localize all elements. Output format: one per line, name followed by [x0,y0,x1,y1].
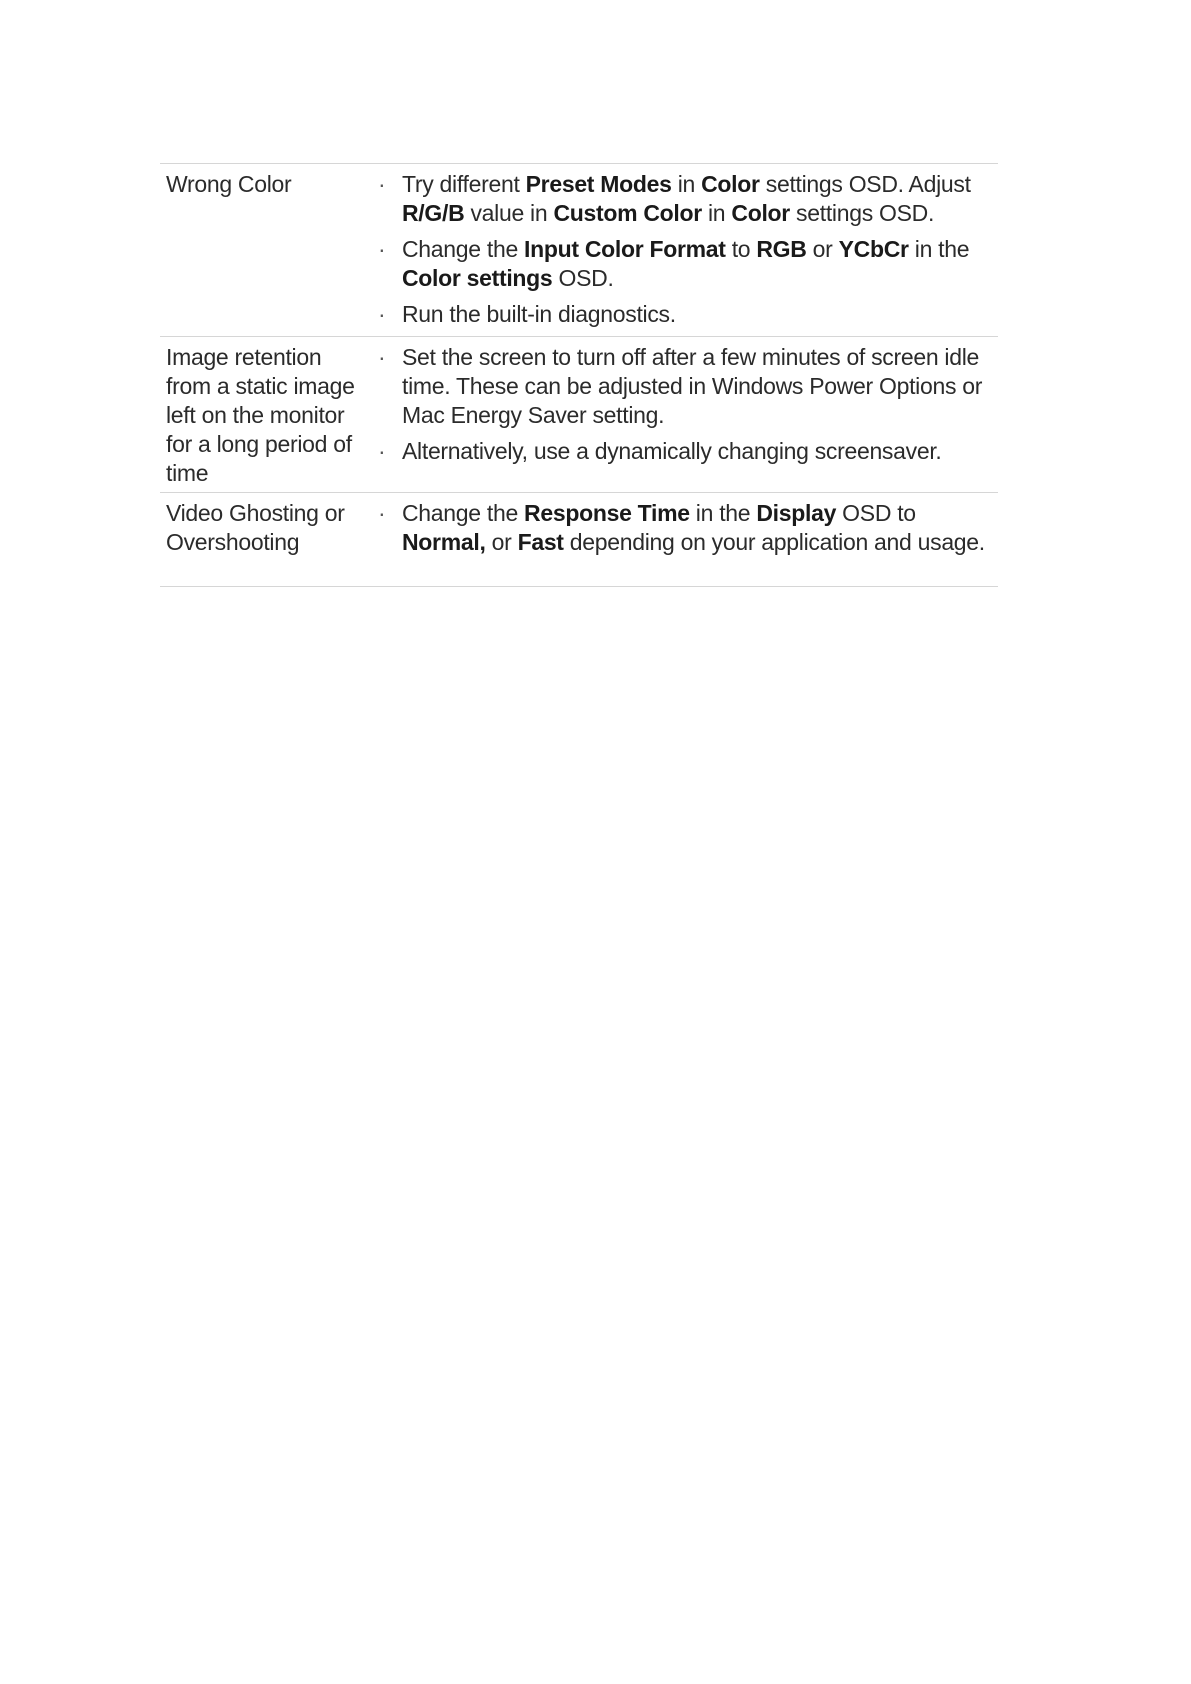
solution-list [370,499,998,557]
bold-term: Response Time [524,500,690,526]
bold-term: Fast [517,529,564,555]
bold-term: Color [731,200,790,226]
solution-cell [370,164,998,337]
solution-cell [370,493,998,587]
problem-cell: Video Ghosting or Overshooting [166,500,345,555]
bold-term: Display [756,500,837,526]
solution-cell [370,337,998,493]
bold-term: Input Color Format [524,236,726,262]
solution-list [370,170,998,329]
solution-list [370,343,998,466]
solution-item: · Change the Input Color Format to RGB or YCbCr in the Color settings OSD. [370,235,998,293]
solution-item: · Run the built-in diagnostics. [370,300,998,329]
bold-term: R/G/B [402,200,465,226]
troubleshooting-table [160,163,998,587]
solution-item: · Alternatively, use a dynamically changing screensaver. [370,437,998,466]
table-row [160,493,998,587]
bold-term: Preset Modes [525,171,672,197]
bold-term: Custom Color [553,200,702,226]
solution-item: · Set the screen to turn off after a few minutes of screen idle time. These can be adjusted in Windows Power Options or Mac Energy Saver setting. [370,343,998,430]
problem-cell: Image retention from a static image left on the monitor for a long period of time [166,344,355,486]
bold-term: Normal, [402,529,486,555]
table-row [160,164,998,337]
bold-term: Color settings [402,265,553,291]
bold-term: RGB [756,236,807,262]
bold-term: YCbCr [838,236,909,262]
solution-item: · Try different Preset Modes in Color settings OSD. Adjust R/G/B value in Custom Color in Color settings OSD. [370,170,998,228]
bold-term: Color [701,171,760,197]
solution-item: · Change the Response Time in the Display OSD to Normal, or Fast depending on your application and usage. [370,499,998,557]
problem-cell: Wrong Color [166,171,292,197]
table-row [160,337,998,493]
